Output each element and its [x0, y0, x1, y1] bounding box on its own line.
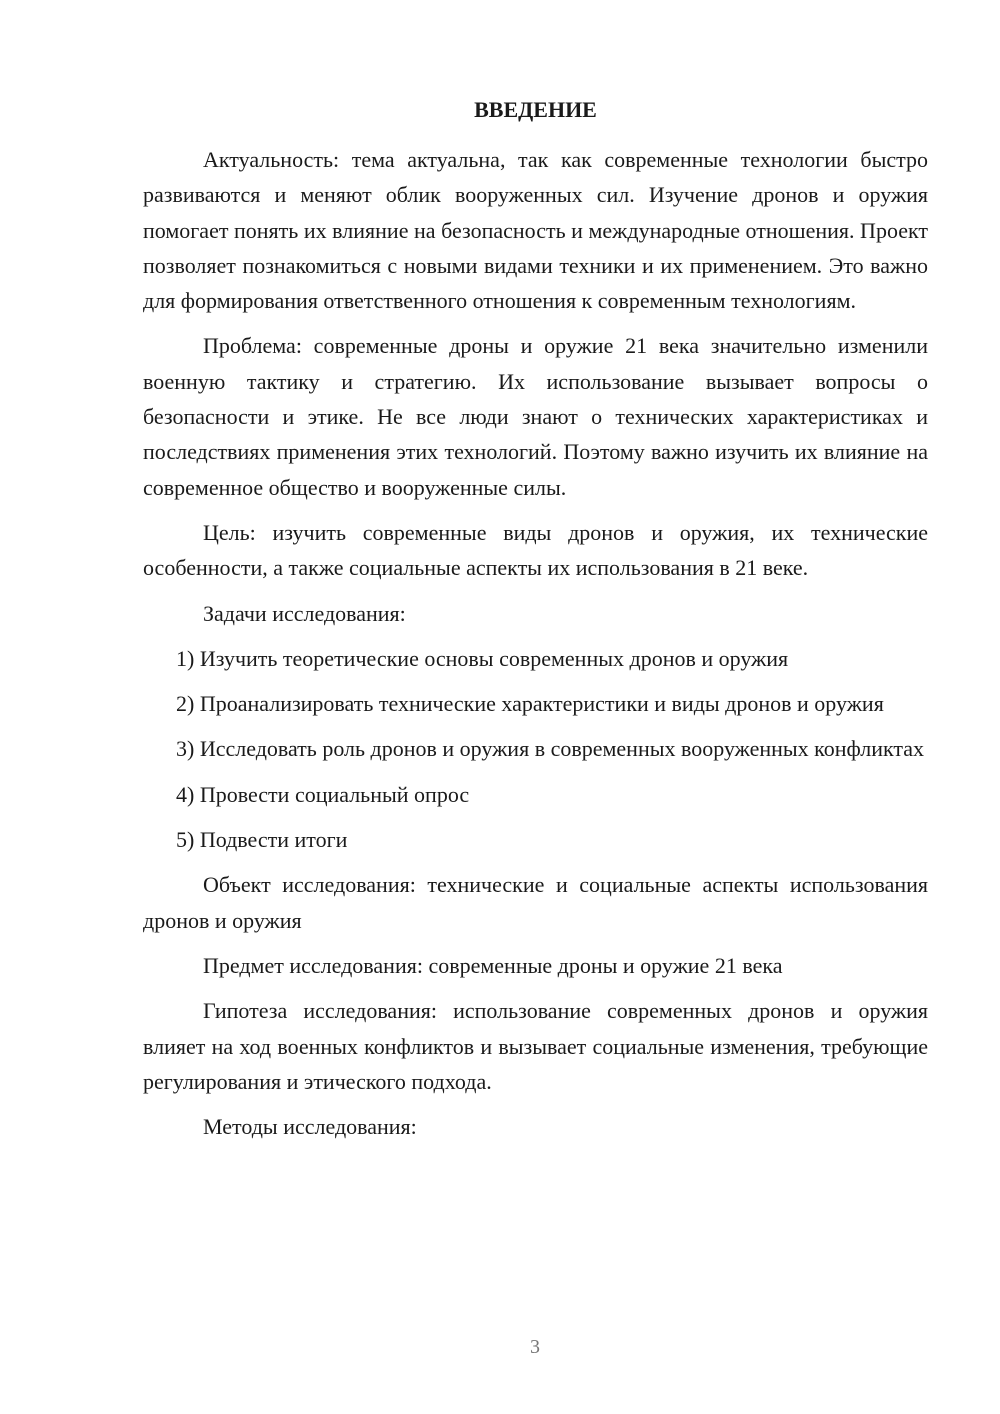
research-subject: Предмет исследования: современные дроны и оружие 21 века — [203, 952, 783, 978]
section-title: ВВЕДЕНИЕ — [474, 97, 597, 122]
task-item-3: 3) Исследовать роль дронов и оружия в современных вооруженных конфликтах — [176, 736, 925, 762]
problem-paragraph: Проблема: современные дроны и оружие 21 века значительно изменили военную тактику и стратегию. Их использование вызывает вопросы о безопасности и этике. Не все люди знают о технических характеристиках и последствиях применения этих технологий. Поэтому важно изучить их влияние на современное общество и вооруженные силы. — [143, 333, 928, 500]
task-item-4: 4) Провести социальный опрос — [176, 781, 470, 807]
task-item-1: 1) Изучить теоретические основы современных дронов и оружия — [176, 645, 789, 671]
research-object: Объект исследования: технические и социальные аспекты использования дронов и оружия — [143, 872, 928, 933]
page-number: 3 — [530, 1336, 540, 1358]
document-page — [143, 92, 928, 1154]
research-hypothesis: Гипотеза исследования: использование современных дронов и оружия влияет на ход военных конфликтов и вызывает социальные изменения, требующие регулирования и этического подхода. — [143, 998, 928, 1094]
task-item-5: 5) Подвести итоги — [176, 827, 348, 853]
relevance-paragraph: Актуальность: тема актуальна, так как современные технологии быстро развиваются и меняют облик вооруженных сил. Изучение дронов и оружия помогает понять их влияние на безопасность и международные отношения. Проект позволяет познакомиться с новыми видами техники и их применением. Это важно для формирования ответственного отношения к современным технологиям. — [143, 147, 928, 314]
research-methods: Методы исследования: — [203, 1114, 417, 1140]
task-item-2: 2) Проанализировать технические характеристики и виды дронов и оружия — [176, 691, 884, 717]
goal-paragraph: Цель: изучить современные виды дронов и оружия, их технические особенности, а также социальные аспекты их использования в 21 веке. — [143, 519, 928, 581]
tasks-heading: Задачи исследования: — [203, 600, 406, 626]
